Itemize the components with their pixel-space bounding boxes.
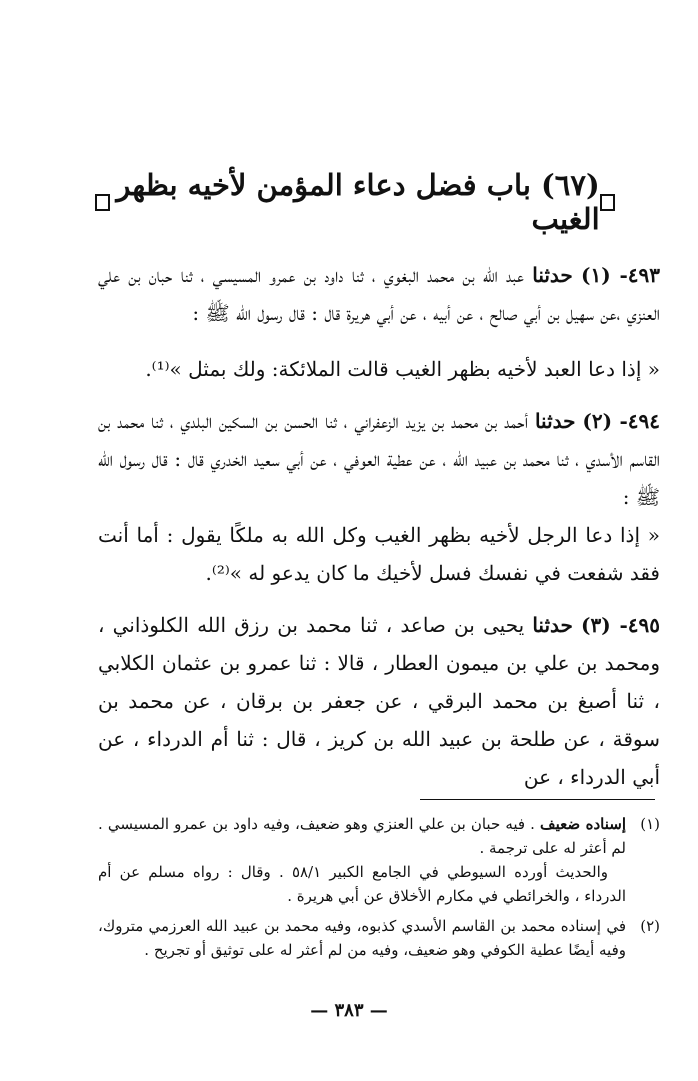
square-ornament-right [600,194,615,211]
footnote-text: في إسناده محمد بن القاسم الأسدي كذبوه، وفيه محمد بن عبيد الله العرزمي متروك، وفيه أيضًا عطية الكوفي وهو ضعيف، وفيه من لم أعثر له على توثيق أو تجريح . [98,917,626,959]
hadith-keyword: حدثنا [534,409,576,433]
chapter-title: (٦٧) باب فضل دعاء المؤمن لأخيه بظهر الغيب [116,168,600,236]
main-text [98,256,660,814]
footnote-extra: والحديث أورده السيوطي في الجامع الكبير ٥٨/١ . وقال : رواه مسلم عن أم الدرداء ، والخرائطي في مكارم الأخلاق عن أبي هريرة . [98,863,626,905]
hadith-number: ٤٩٥- (٣) [581,613,661,637]
hadith-493 [98,256,660,332]
hadith-494 [98,402,660,516]
hadith-isnad: أحمد بن محمد بن يزيد الزعفراني ، ثنا الحسن بن السكين البلدي ، ثنا محمد بن القاسم الأسدي ، ثنا محمد بن عبيد الله ، عن عطية العوفي ، عن أبي سعيد الخدري قال : قال رسول الله ﷺ : [98,409,660,509]
square-ornament-left [95,194,110,211]
hadith-isnad: عبد الله بن محمد البغوي ، ثنا داود بن عمرو المسيسي ، ثنا حبان بن علي العنزي ،عن سهيل بن أبي صالح ، عن أبيه ، عن أبي هريرة قال : قال رسول الله ﷺ : [98,263,660,325]
footnote-number: (٢) [640,917,660,935]
hadith-keyword: حدثنا [532,263,573,287]
footnote-2 [98,914,660,962]
hadith-matn: « إذا دعا العبد لأخيه بظهر الغيب قالت الملائكة: ولك بمثل »⁽¹⁾. [145,357,660,381]
hadith-isnad: يحيى بن صاعد ، ثنا محمد بن رزق الله الكلوذاني ، ومحمد بن علي بن ميمون العطار ، قالا : ثنا عمرو بن عثمان الكلابي ، ثنا أصبغ بن محمد البرقي ، عن جعفر بن برقان ، عن محمد بن سوقة ، عن طلحة بن عبيد الله بن كريز ، قال : ثنا أم الدرداء ، عن أبي الدرداء ، عن [98,613,660,789]
hadith-matn: « إذا دعا الرجل لأخيه بظهر الغيب وكل الله به ملكًا يقول : أما أنت فقد شفعت في نفسك فسل لأخيك ما كان يدعو له »⁽²⁾. [98,523,660,585]
page-number: — ٣٨٣ — [310,1000,388,1021]
chapter-heading [95,168,615,236]
footnote-body [98,914,626,962]
hadith-number: ٤٩٤- (٢) [582,409,661,433]
hadith-keyword: حدثنا [532,613,573,637]
footnotes [98,812,660,968]
footnote-text: . فيه حبان بن علي العنزي وهو ضعيف، وفيه داود بن عمرو المسيسي . لم أعثر له على ترجمة . [98,815,626,857]
footnote-1 [98,812,660,908]
footnote-body [98,812,626,908]
hadith-495 [98,606,660,796]
footnote-keyword: إسناده ضعيف [540,815,626,833]
footnote-number: (١) [640,815,660,833]
footnote-separator [420,799,655,800]
hadith-number: ٤٩٣- (١) [580,263,661,287]
